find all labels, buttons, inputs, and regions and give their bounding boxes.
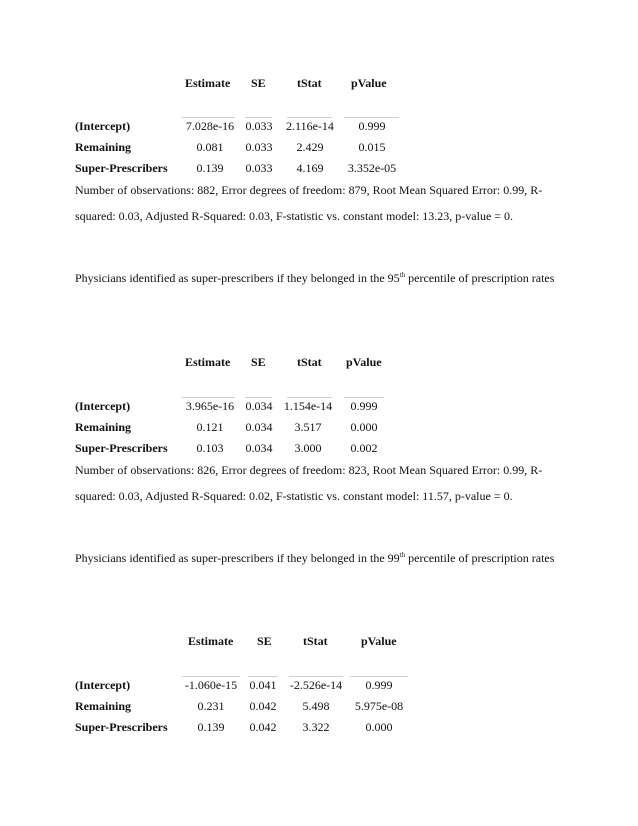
table-caption (75, 262, 563, 291)
cell-estimate: 7.028e-16 (185, 119, 235, 133)
caption-text: percentile of prescription rates (405, 551, 555, 565)
header-rule (350, 676, 408, 677)
header-rule (289, 676, 343, 677)
cell-se: 0.034 (245, 399, 273, 413)
col-header-se: SE (251, 76, 266, 90)
cell-tstat: 3.517 (294, 420, 322, 434)
col-header-pvalue: pValue (361, 634, 397, 648)
cell-pvalue: 5.975e-08 (354, 699, 404, 713)
cell-se: 0.042 (249, 720, 277, 734)
header-rule (182, 117, 235, 118)
caption-text: percentile of prescription rates (405, 271, 555, 285)
col-header-estimate: Estimate (188, 634, 234, 648)
header-rule (287, 397, 332, 398)
cell-tstat: 2.116e-14 (286, 119, 334, 133)
row-label-super-prescribers: Super-Prescribers (75, 161, 168, 175)
header-rule (344, 397, 384, 398)
header-rule (245, 397, 272, 398)
table-caption (75, 542, 563, 571)
row-label-super-prescribers: Super-Prescribers (75, 441, 168, 455)
col-header-tstat: tStat (297, 76, 322, 90)
cell-estimate: -1.060e-15 (184, 678, 238, 692)
caption-text: Physicians identified as super-prescribers if they belonged in the 99 (75, 551, 400, 565)
cell-pvalue: 0.002 (350, 441, 378, 455)
row-label-intercept: (Intercept) (75, 399, 131, 413)
cell-pvalue: 0.015 (358, 140, 386, 154)
cell-tstat: -2.526e-14 (289, 678, 343, 692)
row-label-super-prescribers: Super-Prescribers (75, 720, 168, 734)
row-label-intercept: (Intercept) (75, 119, 131, 133)
cell-pvalue: 0.999 (350, 399, 378, 413)
cell-estimate: 3.965e-16 (185, 399, 235, 413)
cell-pvalue: 0.000 (365, 720, 393, 734)
cell-se: 0.033 (245, 140, 273, 154)
row-label-remaining: Remaining (75, 699, 132, 713)
cell-tstat: 4.169 (296, 161, 324, 175)
cell-tstat: 3.000 (294, 441, 322, 455)
header-rule (287, 117, 332, 118)
col-header-tstat: tStat (297, 355, 322, 369)
col-header-estimate: Estimate (185, 355, 231, 369)
cell-tstat: 5.498 (302, 699, 330, 713)
header-rule (344, 117, 399, 118)
cell-estimate: 0.139 (196, 161, 224, 175)
caption-superscript: th (399, 271, 406, 279)
cell-tstat: 3.322 (302, 720, 330, 734)
header-rule (182, 397, 235, 398)
col-header-estimate: Estimate (185, 76, 231, 90)
cell-tstat: 1.154e-14 (283, 399, 333, 413)
cell-se: 0.034 (245, 420, 273, 434)
header-rule (245, 117, 272, 118)
cell-estimate: 0.139 (197, 720, 225, 734)
row-label-remaining: Remaining (75, 420, 132, 434)
model-statistics: Number of observations: 826, Error degrees of freedom: 823, Root Mean Squared Error: 0.99, R-squared: 0.03, Adjusted R-Squared: 0.02, F-statistic vs. constant model: 11.57, p-value = 0. (75, 463, 543, 503)
row-label-remaining: Remaining (75, 140, 132, 154)
cell-se: 0.041 (249, 678, 277, 692)
cell-se: 0.033 (245, 119, 273, 133)
cell-se: 0.033 (245, 161, 273, 175)
row-label-intercept: (Intercept) (75, 678, 131, 692)
header-rule (248, 676, 278, 677)
header-rule (182, 676, 240, 677)
caption-superscript: th (399, 551, 406, 559)
col-header-se: SE (251, 355, 266, 369)
cell-estimate: 0.081 (196, 140, 224, 154)
caption-text: Physicians identified as super-prescribers if they belonged in the 95 (75, 271, 400, 285)
cell-se: 0.042 (249, 699, 277, 713)
col-header-pvalue: pValue (351, 76, 387, 90)
cell-estimate: 0.121 (196, 420, 224, 434)
col-header-tstat: tStat (303, 634, 328, 648)
cell-tstat: 2.429 (296, 140, 324, 154)
cell-pvalue: 3.352e-05 (347, 161, 397, 175)
cell-pvalue: 0.000 (350, 420, 378, 434)
cell-estimate: 0.103 (196, 441, 224, 455)
cell-estimate: 0.231 (197, 699, 225, 713)
col-header-pvalue: pValue (346, 355, 382, 369)
cell-pvalue: 0.999 (358, 119, 386, 133)
col-header-se: SE (257, 634, 272, 648)
cell-se: 0.034 (245, 441, 273, 455)
cell-pvalue: 0.999 (365, 678, 393, 692)
model-statistics: Number of observations: 882, Error degrees of freedom: 879, Root Mean Squared Error: 0.99, R-squared: 0.03, Adjusted R-Squared: 0.03, F-statistic vs. constant model: 13.23, p-value = 0. (75, 183, 543, 223)
